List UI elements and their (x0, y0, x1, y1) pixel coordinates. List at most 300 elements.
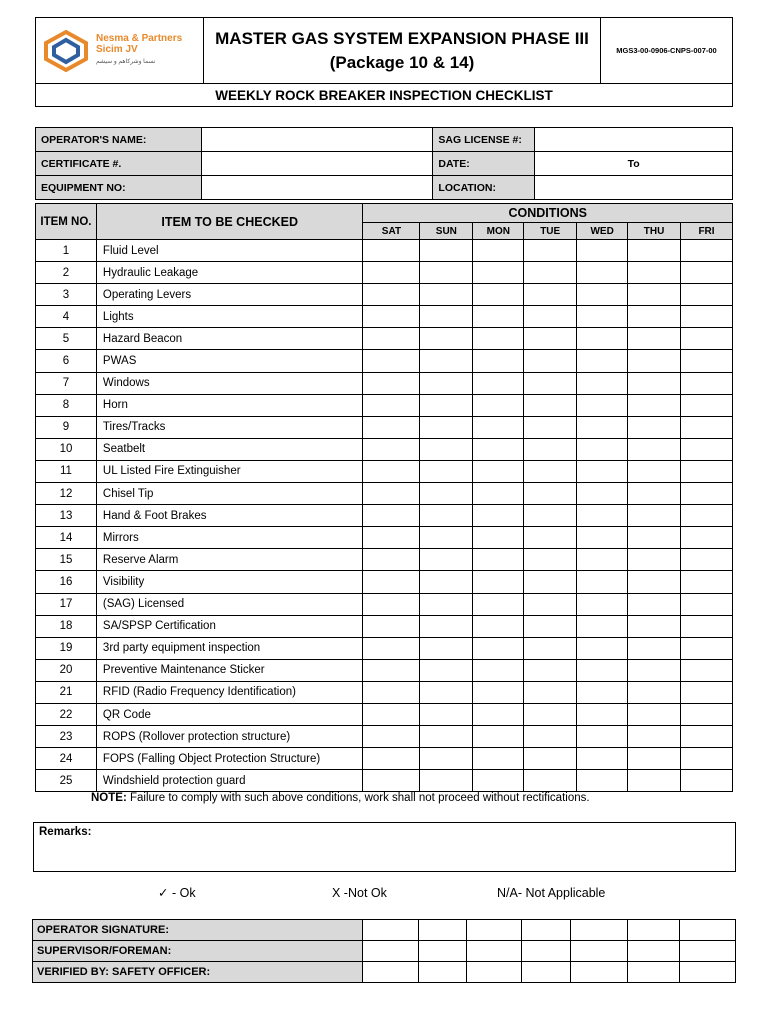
condition-cell-mon[interactable] (473, 681, 524, 703)
condition-cell-sat[interactable] (363, 549, 420, 571)
condition-cell-thu[interactable] (628, 372, 681, 394)
table-row (36, 527, 733, 549)
location-field[interactable] (535, 176, 733, 200)
condition-cell-wed[interactable] (577, 394, 628, 416)
condition-cell-wed[interactable] (577, 549, 628, 571)
conditions-header: CONDITIONS (363, 204, 733, 223)
condition-cell-tue[interactable] (524, 394, 577, 416)
condition-cell-thu[interactable] (628, 770, 681, 792)
condition-cell-wed[interactable] (577, 438, 628, 460)
condition-cell-mon[interactable] (473, 615, 524, 637)
condition-cell-fri[interactable] (681, 416, 733, 438)
condition-cell-sun[interactable] (420, 483, 473, 505)
condition-cell-sun[interactable] (420, 505, 473, 527)
condition-cell-sat[interactable] (363, 770, 420, 792)
condition-cell-wed[interactable] (577, 571, 628, 593)
condition-cell-tue[interactable] (524, 549, 577, 571)
condition-cell-sat[interactable] (363, 593, 420, 615)
condition-cell-sat[interactable] (363, 240, 420, 262)
condition-cell-sat[interactable] (363, 262, 420, 284)
table-row (36, 394, 733, 416)
condition-cell-wed[interactable] (577, 306, 628, 328)
condition-cell-mon[interactable] (473, 350, 524, 372)
condition-cell-sun[interactable] (420, 571, 473, 593)
condition-cell-thu[interactable] (628, 703, 681, 725)
condition-cell-wed[interactable] (577, 284, 628, 306)
condition-cell-sun[interactable] (420, 549, 473, 571)
condition-cell-sat[interactable] (363, 350, 420, 372)
condition-cell-fri[interactable] (681, 438, 733, 460)
item-label: ROPS (Rollover protection structure) (96, 726, 363, 748)
day-header-mon: MON (473, 223, 524, 240)
condition-cell-tue[interactable] (524, 350, 577, 372)
condition-cell-sun[interactable] (420, 527, 473, 549)
condition-cell-tue[interactable] (524, 306, 577, 328)
condition-cell-tue[interactable] (524, 416, 577, 438)
condition-cell-wed[interactable] (577, 262, 628, 284)
condition-cell-mon[interactable] (473, 394, 524, 416)
condition-cell-thu[interactable] (628, 593, 681, 615)
logo-text (96, 33, 182, 68)
condition-cell-fri[interactable] (681, 748, 733, 770)
item-label: Mirrors (96, 527, 363, 549)
document-code: MGS3-00-0906-CNPS-007-00 (616, 46, 717, 55)
item-label: Fluid Level (96, 240, 363, 262)
condition-cell-wed[interactable] (577, 350, 628, 372)
operator-name-field[interactable] (201, 128, 433, 152)
table-row (36, 438, 733, 460)
signature-table (32, 919, 736, 983)
day-header-fri: FRI (681, 223, 733, 240)
date-to-text: To (627, 157, 640, 170)
condition-cell-fri[interactable] (681, 527, 733, 549)
condition-cell-thu[interactable] (628, 483, 681, 505)
condition-cell-tue[interactable] (524, 770, 577, 792)
equipment-no-field[interactable] (201, 176, 433, 200)
signature-cell[interactable] (680, 920, 736, 941)
condition-cell-tue[interactable] (524, 659, 577, 681)
condition-cell-mon[interactable] (473, 306, 524, 328)
condition-cell-thu[interactable] (628, 460, 681, 482)
condition-cell-sat[interactable] (363, 416, 420, 438)
signature-cell[interactable] (571, 920, 628, 941)
condition-cell-tue[interactable] (524, 438, 577, 460)
condition-cell-wed[interactable] (577, 770, 628, 792)
condition-cell-mon[interactable] (473, 770, 524, 792)
condition-cell-sat[interactable] (363, 726, 420, 748)
signature-cell[interactable] (418, 920, 467, 941)
condition-cell-wed[interactable] (577, 527, 628, 549)
condition-cell-mon[interactable] (473, 262, 524, 284)
item-label: QR Code (96, 703, 363, 725)
date-field[interactable] (535, 152, 733, 176)
table-row (36, 328, 733, 350)
condition-cell-wed[interactable] (577, 637, 628, 659)
item-number: 24 (36, 748, 97, 770)
sag-license-field[interactable] (535, 128, 733, 152)
condition-cell-tue[interactable] (524, 262, 577, 284)
condition-cell-sat[interactable] (363, 306, 420, 328)
legend-ok (158, 884, 196, 902)
item-header: ITEM TO BE CHECKED (96, 204, 363, 240)
item-number: 4 (36, 306, 97, 328)
remarks-box[interactable] (33, 822, 736, 872)
condition-cell-sat[interactable] (363, 527, 420, 549)
condition-cell-tue[interactable] (524, 593, 577, 615)
item-number: 1 (36, 240, 97, 262)
condition-cell-fri[interactable] (681, 637, 733, 659)
condition-cell-thu[interactable] (628, 637, 681, 659)
condition-cell-fri[interactable] (681, 549, 733, 571)
condition-cell-thu[interactable] (628, 438, 681, 460)
item-label: Windows (96, 372, 363, 394)
condition-cell-fri[interactable] (681, 262, 733, 284)
condition-cell-tue[interactable] (524, 615, 577, 637)
condition-cell-thu[interactable] (628, 350, 681, 372)
condition-cell-thu[interactable] (628, 549, 681, 571)
condition-cell-wed[interactable] (577, 416, 628, 438)
item-number: 3 (36, 284, 97, 306)
condition-cell-sun[interactable] (420, 262, 473, 284)
condition-cell-thu[interactable] (628, 659, 681, 681)
condition-cell-mon[interactable] (473, 549, 524, 571)
day-header-wed: WED (577, 223, 628, 240)
condition-cell-mon[interactable] (473, 438, 524, 460)
condition-cell-mon[interactable] (473, 659, 524, 681)
condition-cell-fri[interactable] (681, 681, 733, 703)
condition-cell-fri[interactable] (681, 394, 733, 416)
signature-cell[interactable] (418, 962, 467, 983)
signature-cell[interactable] (418, 941, 467, 962)
item-number: 25 (36, 770, 97, 792)
signature-cell[interactable] (467, 920, 522, 941)
info-row (36, 128, 733, 152)
condition-cell-fri[interactable] (681, 593, 733, 615)
condition-cell-fri[interactable] (681, 328, 733, 350)
company-name-line2: Sicim JV (96, 44, 138, 55)
condition-cell-thu[interactable] (628, 748, 681, 770)
condition-cell-mon[interactable] (473, 748, 524, 770)
condition-cell-sat[interactable] (363, 681, 420, 703)
condition-cell-fri[interactable] (681, 372, 733, 394)
condition-cell-sun[interactable] (420, 659, 473, 681)
condition-cell-sat[interactable] (363, 284, 420, 306)
item-number: 18 (36, 615, 97, 637)
signature-cell[interactable] (628, 962, 680, 983)
condition-cell-wed[interactable] (577, 681, 628, 703)
table-row (36, 748, 733, 770)
condition-cell-sun[interactable] (420, 284, 473, 306)
condition-cell-sun[interactable] (420, 615, 473, 637)
condition-cell-sat[interactable] (363, 394, 420, 416)
item-number: 12 (36, 483, 97, 505)
condition-cell-thu[interactable] (628, 394, 681, 416)
condition-cell-wed[interactable] (577, 659, 628, 681)
condition-cell-tue[interactable] (524, 527, 577, 549)
table-row (36, 770, 733, 792)
item-label: Hydraulic Leakage (96, 262, 363, 284)
condition-cell-thu[interactable] (628, 681, 681, 703)
condition-cell-wed[interactable] (577, 505, 628, 527)
condition-cell-mon[interactable] (473, 416, 524, 438)
info-row (36, 176, 733, 200)
checklist-body (36, 240, 733, 792)
item-label: Chisel Tip (96, 483, 363, 505)
note (91, 790, 590, 806)
condition-cell-thu[interactable] (628, 328, 681, 350)
condition-cell-tue[interactable] (524, 505, 577, 527)
item-label: SA/SPSP Certification (96, 615, 363, 637)
condition-cell-wed[interactable] (577, 615, 628, 637)
condition-cell-tue[interactable] (524, 571, 577, 593)
condition-cell-mon[interactable] (473, 593, 524, 615)
condition-cell-tue[interactable] (524, 748, 577, 770)
item-number: 7 (36, 372, 97, 394)
condition-cell-thu[interactable] (628, 571, 681, 593)
table-row (36, 240, 733, 262)
condition-cell-mon[interactable] (473, 527, 524, 549)
condition-cell-tue[interactable] (524, 284, 577, 306)
condition-cell-sun[interactable] (420, 726, 473, 748)
item-number: 21 (36, 681, 97, 703)
condition-cell-wed[interactable] (577, 240, 628, 262)
condition-cell-thu[interactable] (628, 240, 681, 262)
signature-label: SUPERVISOR/FOREMAN: (33, 941, 363, 962)
condition-cell-tue[interactable] (524, 483, 577, 505)
item-label: Seatbelt (96, 438, 363, 460)
legend-ok-text: - Ok (168, 886, 196, 900)
signature-cell[interactable] (362, 920, 418, 941)
condition-cell-fri[interactable] (681, 659, 733, 681)
condition-cell-thu[interactable] (628, 726, 681, 748)
signature-row (33, 920, 736, 941)
table-row (36, 372, 733, 394)
signature-cell[interactable] (680, 962, 736, 983)
condition-cell-mon[interactable] (473, 637, 524, 659)
condition-cell-wed[interactable] (577, 328, 628, 350)
condition-cell-sun[interactable] (420, 350, 473, 372)
condition-cell-tue[interactable] (524, 460, 577, 482)
signature-row (33, 962, 736, 983)
signature-cell[interactable] (680, 941, 736, 962)
signature-cell[interactable] (522, 941, 571, 962)
condition-cell-sun[interactable] (420, 593, 473, 615)
condition-cell-tue[interactable] (524, 703, 577, 725)
certificate-field[interactable] (201, 152, 433, 176)
signature-label: VERIFIED BY: SAFETY OFFICER: (33, 962, 363, 983)
condition-cell-mon[interactable] (473, 483, 524, 505)
info-row (36, 152, 733, 176)
table-row (36, 416, 733, 438)
condition-cell-thu[interactable] (628, 505, 681, 527)
condition-cell-fri[interactable] (681, 350, 733, 372)
condition-cell-fri[interactable] (681, 726, 733, 748)
condition-cell-fri[interactable] (681, 284, 733, 306)
item-label: Windshield protection guard (96, 770, 363, 792)
condition-cell-sat[interactable] (363, 505, 420, 527)
condition-cell-fri[interactable] (681, 703, 733, 725)
condition-cell-wed[interactable] (577, 460, 628, 482)
item-number: 14 (36, 527, 97, 549)
item-label: Visibility (96, 571, 363, 593)
table-row (36, 460, 733, 482)
remarks-label: Remarks: (39, 826, 92, 838)
table-row (36, 615, 733, 637)
item-label: Hazard Beacon (96, 328, 363, 350)
note-label: NOTE: (91, 792, 127, 804)
company-name-line1: Nesma & Partners (96, 33, 183, 44)
day-header-sat: SAT (363, 223, 420, 240)
checkmark-icon: ✓ (158, 886, 169, 900)
item-label: Horn (96, 394, 363, 416)
condition-cell-mon[interactable] (473, 372, 524, 394)
condition-cell-sun[interactable] (420, 438, 473, 460)
condition-cell-mon[interactable] (473, 505, 524, 527)
operator-info-table (35, 127, 733, 200)
table-row (36, 593, 733, 615)
condition-cell-fri[interactable] (681, 615, 733, 637)
signature-cell[interactable] (571, 962, 628, 983)
condition-cell-fri[interactable] (681, 505, 733, 527)
condition-cell-sun[interactable] (420, 681, 473, 703)
condition-cell-thu[interactable] (628, 284, 681, 306)
condition-cell-sun[interactable] (420, 637, 473, 659)
condition-cell-tue[interactable] (524, 372, 577, 394)
item-number: 20 (36, 659, 97, 681)
condition-cell-tue[interactable] (524, 328, 577, 350)
table-row (36, 637, 733, 659)
condition-cell-mon[interactable] (473, 726, 524, 748)
condition-cell-thu[interactable] (628, 527, 681, 549)
condition-cell-sat[interactable] (363, 460, 420, 482)
condition-cell-thu[interactable] (628, 306, 681, 328)
condition-cell-sun[interactable] (420, 770, 473, 792)
item-label: Operating Levers (96, 284, 363, 306)
item-number: 2 (36, 262, 97, 284)
condition-cell-sat[interactable] (363, 637, 420, 659)
condition-cell-sun[interactable] (420, 240, 473, 262)
condition-cell-sat[interactable] (363, 438, 420, 460)
signature-cell[interactable] (362, 941, 418, 962)
condition-cell-sat[interactable] (363, 571, 420, 593)
condition-cell-sat[interactable] (363, 328, 420, 350)
condition-cell-wed[interactable] (577, 593, 628, 615)
document-title: MASTER GAS SYSTEM EXPANSION PHASE III (215, 28, 589, 48)
item-number: 19 (36, 637, 97, 659)
condition-cell-tue[interactable] (524, 637, 577, 659)
item-label: UL Listed Fire Extinguisher (96, 460, 363, 482)
signature-cell[interactable] (628, 941, 680, 962)
condition-cell-fri[interactable] (681, 460, 733, 482)
table-row (36, 306, 733, 328)
note-text: Failure to comply with such above conditions, work shall not proceed without rectifications. (126, 792, 590, 804)
condition-cell-mon[interactable] (473, 703, 524, 725)
document-package: (Package 10 & 14) (329, 52, 475, 72)
condition-cell-wed[interactable] (577, 372, 628, 394)
day-header-thu: THU (628, 223, 681, 240)
item-label: Preventive Maintenance Sticker (96, 659, 363, 681)
condition-cell-sun[interactable] (420, 460, 473, 482)
condition-cell-sun[interactable] (420, 703, 473, 725)
table-row (36, 505, 733, 527)
checklist-table (35, 203, 733, 792)
condition-cell-sat[interactable] (363, 615, 420, 637)
condition-cell-mon[interactable] (473, 284, 524, 306)
item-number: 22 (36, 703, 97, 725)
table-row (36, 284, 733, 306)
signature-cell[interactable] (467, 941, 522, 962)
condition-cell-wed[interactable] (577, 483, 628, 505)
condition-cell-thu[interactable] (628, 416, 681, 438)
condition-cell-sat[interactable] (363, 483, 420, 505)
condition-cell-sat[interactable] (363, 703, 420, 725)
condition-cell-fri[interactable] (681, 306, 733, 328)
item-label: Hand & Foot Brakes (96, 505, 363, 527)
condition-cell-sat[interactable] (363, 659, 420, 681)
table-row (36, 681, 733, 703)
location-label: LOCATION: (433, 176, 535, 200)
condition-cell-sun[interactable] (420, 748, 473, 770)
signature-cell[interactable] (628, 920, 680, 941)
item-number: 17 (36, 593, 97, 615)
condition-cell-wed[interactable] (577, 726, 628, 748)
table-row (36, 262, 733, 284)
condition-cell-mon[interactable] (473, 571, 524, 593)
signature-cell[interactable] (362, 962, 418, 983)
condition-cell-fri[interactable] (681, 240, 733, 262)
signature-cell[interactable] (571, 941, 628, 962)
condition-cell-thu[interactable] (628, 262, 681, 284)
condition-cell-thu[interactable] (628, 615, 681, 637)
item-number: 15 (36, 549, 97, 571)
condition-cell-sun[interactable] (420, 306, 473, 328)
condition-cell-fri[interactable] (681, 770, 733, 792)
item-number: 9 (36, 416, 97, 438)
condition-cell-wed[interactable] (577, 748, 628, 770)
condition-cell-sun[interactable] (420, 416, 473, 438)
signature-cell[interactable] (522, 920, 571, 941)
condition-cell-tue[interactable] (524, 681, 577, 703)
item-no-header: ITEM NO. (36, 204, 97, 240)
condition-cell-tue[interactable] (524, 240, 577, 262)
item-label: Lights (96, 306, 363, 328)
condition-cell-tue[interactable] (524, 726, 577, 748)
date-label: DATE: (433, 152, 535, 176)
condition-cell-mon[interactable] (473, 460, 524, 482)
condition-cell-mon[interactable] (473, 328, 524, 350)
condition-cell-sat[interactable] (363, 748, 420, 770)
condition-cell-wed[interactable] (577, 703, 628, 725)
company-logo-icon (42, 30, 90, 72)
condition-cell-mon[interactable] (473, 240, 524, 262)
signature-body (33, 920, 736, 983)
table-row (36, 549, 733, 571)
item-label: Tires/Tracks (96, 416, 363, 438)
condition-cell-sun[interactable] (420, 372, 473, 394)
condition-cell-sun[interactable] (420, 394, 473, 416)
legend-not-ok: X -Not Ok (332, 886, 387, 900)
condition-cell-fri[interactable] (681, 483, 733, 505)
condition-cell-fri[interactable] (681, 571, 733, 593)
item-label: (SAG) Licensed (96, 593, 363, 615)
signature-cell[interactable] (467, 962, 522, 983)
condition-cell-sat[interactable] (363, 372, 420, 394)
title-cell (204, 18, 601, 83)
signature-label: OPERATOR SIGNATURE: (33, 920, 363, 941)
certificate-label: CERTIFICATE #. (36, 152, 202, 176)
condition-cell-sun[interactable] (420, 328, 473, 350)
signature-cell[interactable] (522, 962, 571, 983)
